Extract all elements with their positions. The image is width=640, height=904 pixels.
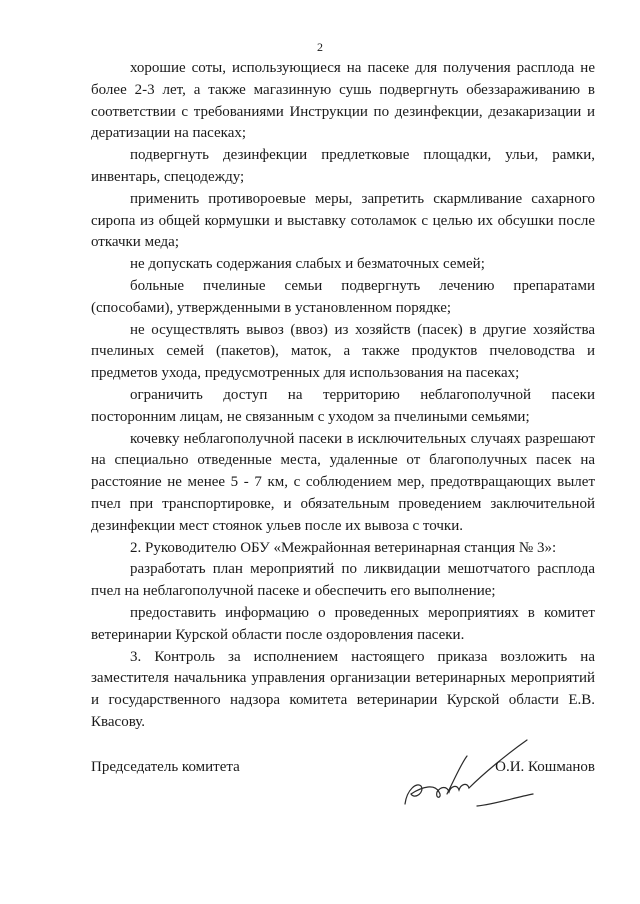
signatory-title: Председатель комитета [91, 759, 240, 775]
paragraph: не допускать содержания слабых и безматочных семей; [130, 256, 485, 273]
paragraph: 3. Контроль за исполнением настоящего приказа возложить на заместителя начальника управления организации ветеринарных мероприятий и государственного надзора комитета ветеринарии Курской области Е.В. Квасову. [91, 648, 595, 730]
paragraph: не осуществлять вывоз (ввоз) из хозяйств (пасек) в другие хозяйства пчелиных семей (пакетов), маток, а также продуктов пчеловодства и предметов ухода, предусмотренных для использования на пасеках; [91, 321, 595, 382]
paragraph: подвергнуть дезинфекции предлетковые площадки, ульи, рамки, инвентарь, спецодежду; [91, 147, 595, 185]
paragraph: кочевку неблагополучной пасеки в исключительных случаях разрешают на специально отведенные места, удаленные от благополучных пасек на расстояние не менее 5 - 7 км, с соблюдением мер, предотвращающих вылет пчел при транспортировке, и обязательным проведением заключительной дезинфекции мест стоянок ульев после их вывоза с точки. [91, 430, 595, 534]
paragraph: разработать план мероприятий по ликвидации мешотчатого расплода пчел на неблагополучной пасеке и обеспечить его выполнение; [91, 561, 595, 600]
paragraph: больные пчелиные семьи подвергнуть лечению препаратами (способами), утвержденными в установленном порядке; [91, 277, 595, 316]
section-heading: 2. Руководителю ОБУ «Межрайонная ветеринарная станция № 3»: [130, 539, 557, 556]
paragraph: применить противороевые меры, запретить скармливание сахарного сиропа из общей кормушки и выставку сотоламок с целью их обсушки после откачки меда; [91, 190, 595, 251]
paragraph: хорошие соты, использующиеся на пасеке для получения расплода не более 2-3 лет, а также магазинную сушь подвергнуть обеззараживанию в соответствии с требованиями Инструкции по дезинфекции, дезакаризации и дератизации на пасеках; [91, 60, 595, 142]
paragraph: предоставить информацию о проведенных мероприятиях в комитет ветеринарии Курской области после оздоровления пасеки. [91, 604, 595, 643]
paragraph: ограничить доступ на территорию неблагополучной пасеки посторонним лицам, не связанным с уходом за пчелиными семьями; [91, 386, 595, 425]
document-body [91, 58, 595, 734]
signature-block [91, 756, 595, 826]
signatory-name: О.И. Кошманов [495, 759, 595, 775]
page-number: 2 [317, 40, 323, 54]
